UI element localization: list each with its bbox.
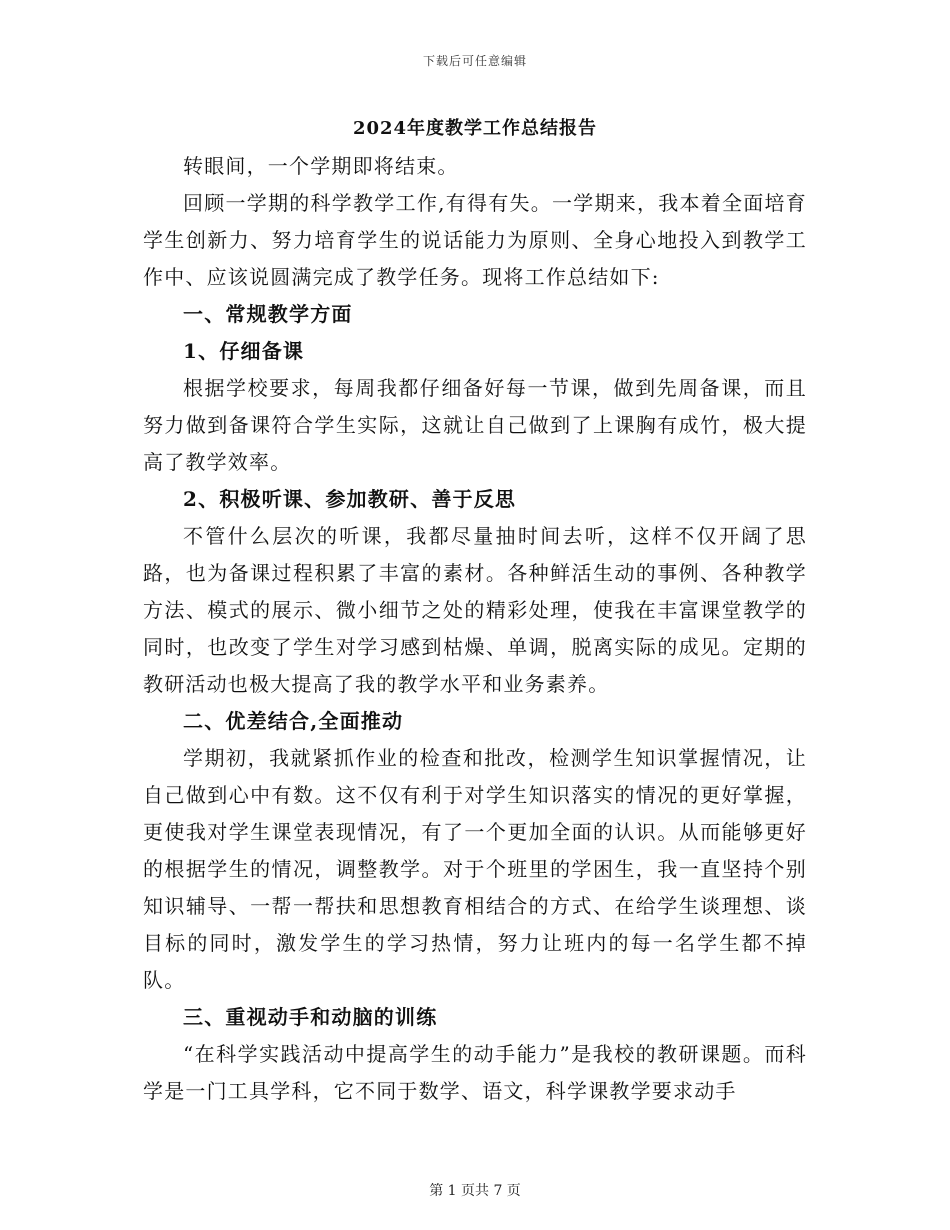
section-heading-routine-teaching: 一、常规教学方面 <box>183 302 353 326</box>
subsection-heading-observation-research: 2、积极听课、参加教研、善于反思 <box>183 487 517 511</box>
page-number-footer: 第 1 页共 7 页 <box>429 1183 521 1199</box>
document-title: 2024年度教学工作总结报告 <box>352 118 598 139</box>
section-heading-combined-progress: 二、优差结合,全面推动 <box>183 709 404 733</box>
hands-on-training-paragraph: “在科学实践活动中提高学生的动手能力”是我校的教研课题。而科学是一门工具学科，它不同于数学、语文，科学课教学要求动手 <box>143 1042 807 1103</box>
intro-paragraph: 转眼间，一个学期即将结束。 <box>183 154 459 178</box>
combined-progress-paragraph: 学期初，我就紧抓作业的检查和批改，检测学生知识掌握情况，让自己做到心中有数。这不仅有利于对学生知识落实的情况的更好掌握，更使我对学生课堂表现情况，有了一个更加全面的认识。从而能够更好的根据学生的情况，调整教学。对于个班里的学困生，我一直坚持个别知识辅导、一帮一帮扶和思想教育相结合的方式、在给学生谈理想、谈目标的同时，激发学生的学习热情，努力让班内的每一名学生都不掉队。 <box>143 746 807 992</box>
document-body <box>143 148 807 1110</box>
lesson-prep-paragraph: 根据学校要求，每周我都仔细备好每一节课，做到先周备课，而且努力做到备课符合学生实际，这就让自己做到了上课胸有成竹，极大提高了教学效率。 <box>143 376 807 474</box>
overview-paragraph: 回顾一学期的科学教学工作,有得有失。一学期来，我本着全面培育学生创新力、努力培育学生的说话能力为原则、全身心地投入到教学工作中、应该说圆满完成了教学任务。现将工作总结如下: <box>143 191 807 289</box>
section-heading-hands-on-training: 三、重视动手和动脑的训练 <box>183 1005 438 1029</box>
subsection-heading-lesson-prep: 1、仔细备课 <box>183 339 305 363</box>
observation-research-paragraph: 不管什么层次的听课，我都尽量抽时间去听，这样不仅开阔了思路，也为备课过程积累了丰富的素材。各种鲜活生动的事例、各种教学方法、模式的展示、微小细节之处的精彩处理，使我在丰富课堂教学的同时，也改变了学生对学习感到枯燥、单调，脱离实际的成见。定期的教研活动也极大提高了我的教学水平和业务素养。 <box>143 524 807 696</box>
page-header-note: 下载后可任意编辑 <box>422 54 527 68</box>
